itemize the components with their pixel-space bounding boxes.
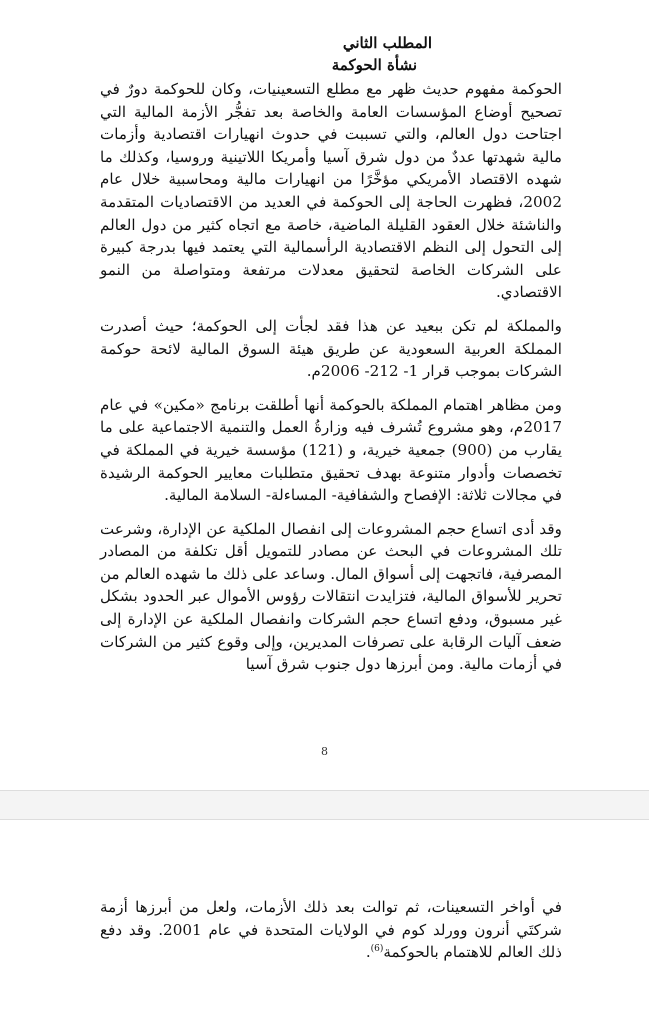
paragraph-end-mark: . bbox=[365, 943, 371, 962]
section-heading: المطلب الثاني bbox=[342, 34, 432, 52]
paragraph-continuation bbox=[100, 896, 562, 964]
paragraph-1: الحوكمة مفهوم حديث ظهر مع مطلع التسعينيات، وكان للحوكمة دورٌ في تصحيح أوضاع المؤسسات العامة والخاصة بعد تفجُّر الأزمة المالية التي اجتاحت دول العالم، والتي تسببت في حدوث انهيارات اقتصادية وأزمات مالية شهدتها عددٌ من دول شرق آسيا وأمريكا اللاتينية وروسيا، وكذلك ما شهده الاقتصاد الأمريكي مؤخَّرًا من انهيارات مالية ومحاسبية خلال عام 2002، فظهرت الحاجة إلى الحوكمة في العديد من الاقتصاديات المتقدمة والناشئة خلال العقود القليلة الماضية، خاصة مع اتجاه كثير من دول العالم إلى التحول إلى النظم الاقتصادية الرأسمالية التي يعتمد فيها بدرجة كبيرة على الشركات الخاصة لتحقيق معدلات مرتفعة ومتواصلة من النمو الاقتصادي. bbox=[100, 80, 562, 302]
page-1-content bbox=[100, 32, 562, 687]
document-page-2 bbox=[0, 820, 649, 1024]
page-separator bbox=[0, 790, 649, 820]
paragraph-2: والمملكة لم تكن ببعيد عن هذا فقد لجأت إلى الحوكمة؛ حيث أصدرت المملكة العربية السعودية عن طريق هيئة السوق المالية لائحة حوكمة الشركات بموجب قرار 1- 212- 2006م. bbox=[100, 316, 562, 381]
section-subheading: نشأة الحوكمة bbox=[331, 56, 417, 74]
page-number: 8 bbox=[321, 745, 328, 758]
paragraph-continuation-text: في أواخر التسعينات، ثم توالت بعد ذلك الأزمات، ولعل من أبرزها أزمة شركتَي أنرون وورلد كوم في الولايات المتحدة في عام 2001. وقد دفع ذلك العالم للاهتمام بالحوكمة bbox=[100, 898, 562, 962]
paragraph-4: وقد أدى اتساع حجم المشروعات إلى انفصال الملكية عن الإدارة، وشرعت تلك المشروعات في البحث عن مصادر للتمويل أقل تكلفة من المصادر المصرفية، فاتجهت إلى أسواق المال. وساعد على ذلك ما شهده العالم من تحرير للأسواق المالية، فتزايدت انتقالات رؤوس الأموال عبر الحدود بشكل غير مسبوق، ودفع اتساع حجم الشركات وانفصال الملكية عن الإدارة إلى ضعف آليات الرقابة على تصرفات المديرين، وإلى وقوع كثير من الشركات في أزمات مالية. ومن أبرزها دول جنوب شرق آسيا bbox=[100, 519, 562, 674]
paragraph-3: ومن مظاهر اهتمام المملكة بالحوكمة أنها أطلقت برنامج «مكين» في عام 2017م، وهو مشروع تُشرف فيه وزارةُ العمل والتنمية الاجتماعية على ما يقارب من (900) جمعية خيرية، و (121) مؤسسة خيرية في المملكة في تخصصات وأدوار متنوعة بهدف تحقيق متطلبات معايير الحوكمة الرشيدة في مجالات ثلاثة: الإفصاح والشفافية- المساءلة- السلامة المالية. bbox=[100, 395, 562, 505]
page-2-content bbox=[100, 896, 562, 975]
footnote-reference[interactable]: (6) bbox=[370, 944, 384, 955]
